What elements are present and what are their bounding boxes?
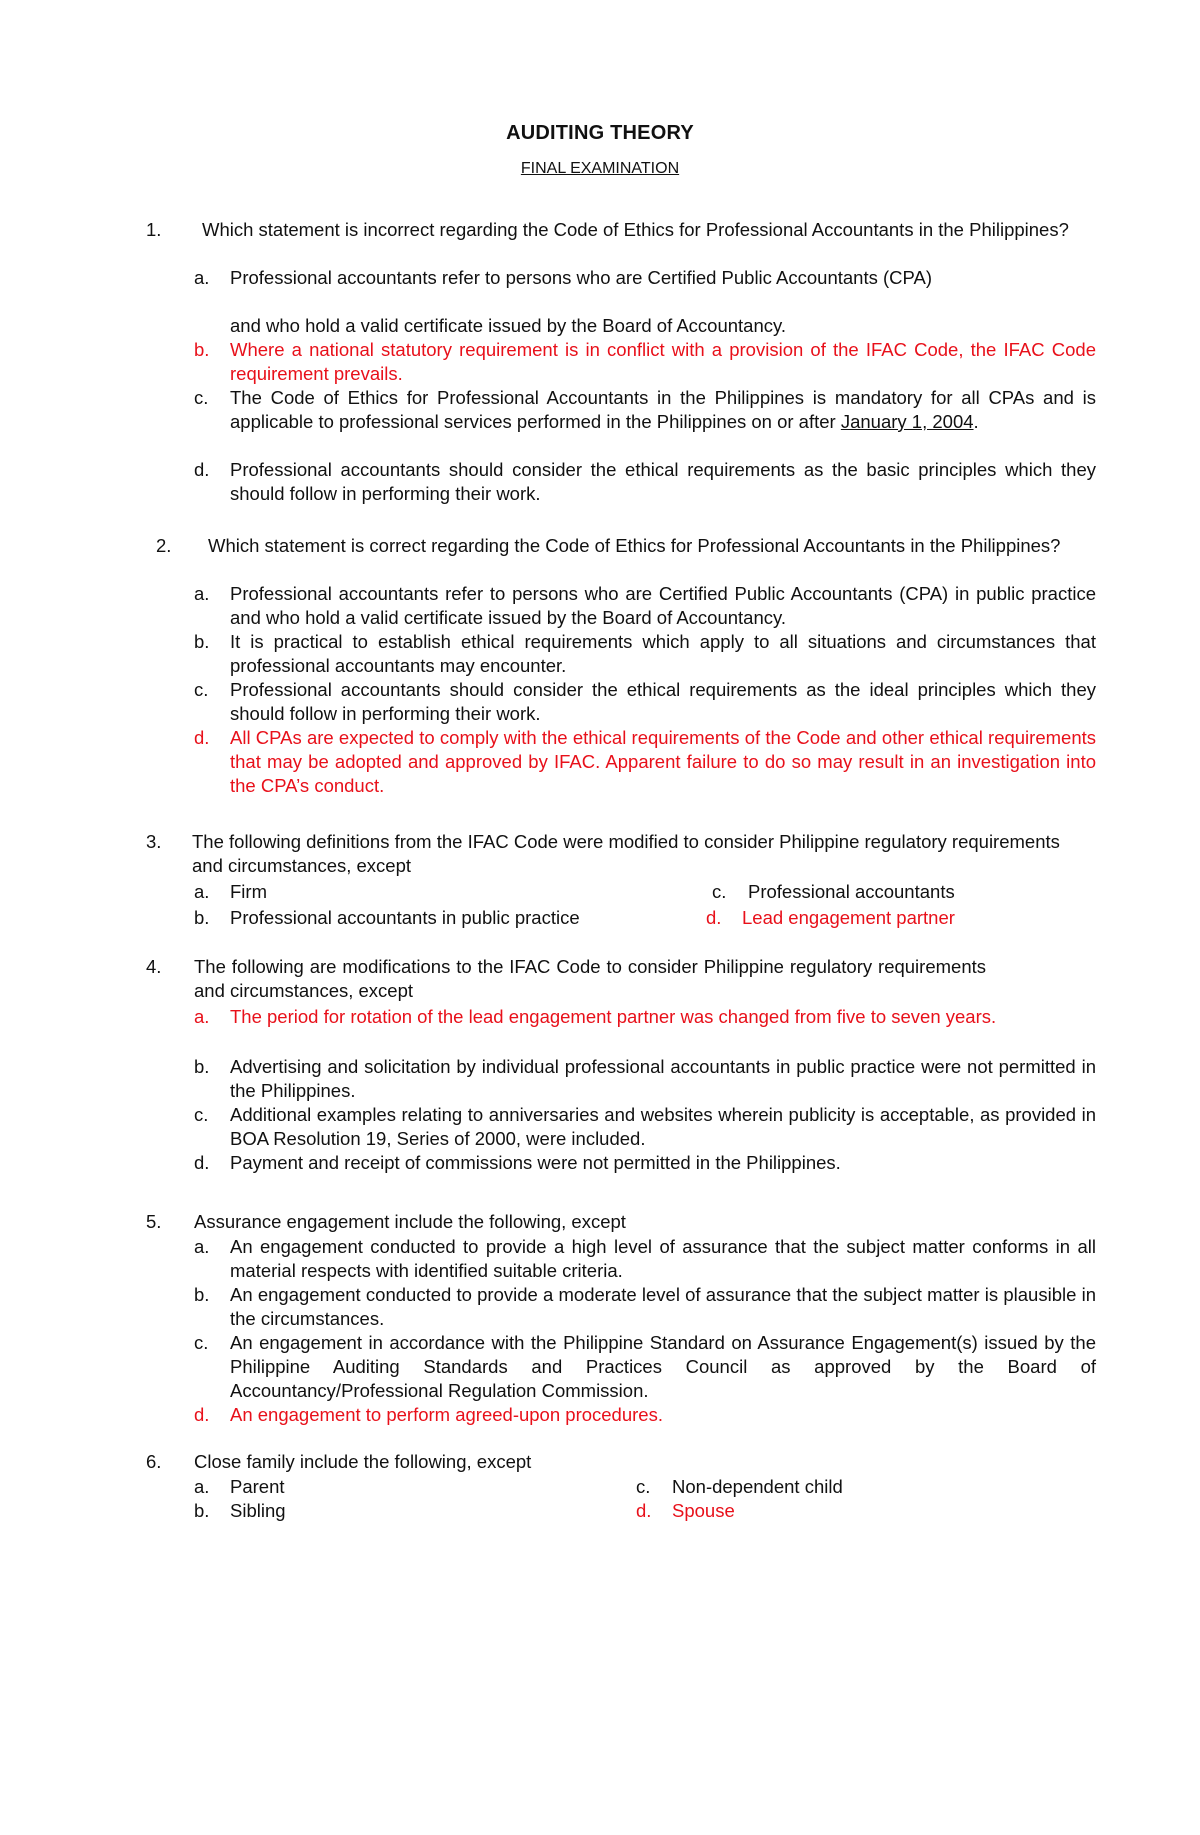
option-text-tail: . — [973, 411, 979, 432]
question-number: 5. — [146, 1211, 162, 1232]
option-text: Sibling — [230, 1500, 286, 1521]
option-text: Where a national statutory requirement is in conflict with a provision of the IFAC Code, the IFAC Code requirement prevails. — [230, 339, 1096, 384]
question-number: 6. — [146, 1451, 162, 1472]
question-number: 4. — [146, 956, 162, 977]
option-text: Additional examples relating to anniversaries and websites wherein publicity is acceptable, as provided in BOA Resolution 19, Series of 2000, were included. — [230, 1104, 1096, 1149]
option-text: Payment and receipt of commissions were not permitted in the Philippines. — [230, 1152, 841, 1173]
option-label: a. — [194, 267, 210, 288]
option-label: b. — [194, 1056, 210, 1077]
option-label: b. — [194, 631, 210, 652]
option-label: d. — [636, 1500, 652, 1521]
option-label: d. — [706, 907, 722, 928]
question-stem: Close family include the following, except — [194, 1451, 532, 1472]
question-stem: The following definitions from the IFAC Code were modified to consider Philippine regulatory requirements and circumstances, except — [192, 831, 1060, 876]
option-text: All CPAs are expected to comply with the ethical requirements of the Code and other ethical requirements that may be adopted and approved by IFAC. Apparent failure to do so may result in an investigation into the CPA’s conduct. — [230, 727, 1096, 796]
option-text: An engagement to perform agreed-upon procedures. — [230, 1404, 663, 1425]
option-text: Professional accountants in public practice — [230, 907, 580, 928]
option-label: c. — [194, 1332, 209, 1353]
option-label: a. — [194, 881, 210, 902]
option-text: It is practical to establish ethical requirements which apply to all situations and circumstances that professional accountants may encounter. — [230, 631, 1096, 676]
option-text: Parent — [230, 1476, 285, 1497]
question-stem: Which statement is incorrect regarding the Code of Ethics for Professional Accountants in the Philippines? — [202, 219, 1069, 240]
option-label: a. — [194, 1006, 210, 1027]
option-text: Advertising and solicitation by individual professional accountants in public practice were not permitted in the Philippines. — [230, 1056, 1096, 1101]
option-label: d. — [194, 459, 210, 480]
option-text: Spouse — [672, 1500, 735, 1521]
option-label: a. — [194, 1476, 210, 1497]
page-title: AUDITING THEORY — [506, 122, 694, 144]
option-label: d. — [194, 1152, 210, 1173]
option-text: An engagement in accordance with the Philippine Standard on Assurance Engagement(s) issued by the Philippine Auditing Standards and Practices Council as approved by the Board of Accountancy/Professional Regulation Commission. — [230, 1332, 1096, 1401]
question-stem: Assurance engagement include the following, except — [194, 1211, 626, 1232]
option-text: Professional accountants refer to persons who are Certified Public Accountants (CPA) — [230, 267, 932, 288]
option-label: c. — [712, 881, 727, 902]
option-text: Professional accountants should consider the ethical requirements as the basic principles which they should follow in performing their work. — [230, 459, 1096, 504]
option-label: b. — [194, 1500, 210, 1521]
option-text: Professional accountants should consider the ethical requirements as the ideal principles which they should follow in performing their work. — [230, 679, 1096, 724]
option-text-body: The Code of Ethics for Professional Accountants in the Philippines is mandatory for all CPAs and is applicable to professional services performed in the Philippines on or after — [230, 387, 1096, 432]
effective-date: January 1, 2004 — [840, 411, 974, 432]
option-label: c. — [194, 679, 209, 700]
question-stem: The following are modifications to the IFAC Code to consider Philippine regulatory requirements and circumstances, except — [194, 956, 986, 1001]
option-label: b. — [194, 1284, 210, 1305]
option-label: b. — [194, 907, 210, 928]
question-number: 1. — [146, 219, 162, 240]
option-text-continued: and who hold a valid certificate issued by the Board of Accountancy. — [230, 315, 787, 336]
option-text — [230, 386, 1096, 434]
option-label: a. — [194, 583, 210, 604]
option-label: c. — [194, 1104, 209, 1125]
question-stem: Which statement is correct regarding the Code of Ethics for Professional Accountants in the Philippines? — [208, 535, 1061, 556]
option-label: b. — [194, 339, 210, 360]
question-number: 2. — [156, 535, 172, 556]
page-subtitle: FINAL EXAMINATION — [520, 160, 680, 177]
option-text: Lead engagement partner — [742, 907, 955, 928]
option-label: d. — [194, 1404, 210, 1425]
option-label: a. — [194, 1236, 210, 1257]
option-label: d. — [194, 727, 210, 748]
option-label: c. — [194, 387, 209, 408]
option-text: Professional accountants refer to persons who are Certified Public Accountants (CPA) in public practice and who hold a valid certificate issued by the Board of Accountancy. — [230, 583, 1096, 628]
option-text: An engagement conducted to provide a high level of assurance that the subject matter conforms in all material respects with identified suitable criteria. — [230, 1236, 1096, 1281]
option-text: Non-dependent child — [672, 1476, 843, 1497]
question-number: 3. — [146, 831, 162, 852]
option-text: The period for rotation of the lead engagement partner was changed from five to seven years. — [230, 1006, 997, 1027]
option-text: An engagement conducted to provide a moderate level of assurance that the subject matter is plausible in the circumstances. — [230, 1284, 1096, 1329]
option-text: Professional accountants — [748, 881, 955, 902]
option-label: c. — [636, 1476, 651, 1497]
option-text: Firm — [230, 881, 267, 902]
